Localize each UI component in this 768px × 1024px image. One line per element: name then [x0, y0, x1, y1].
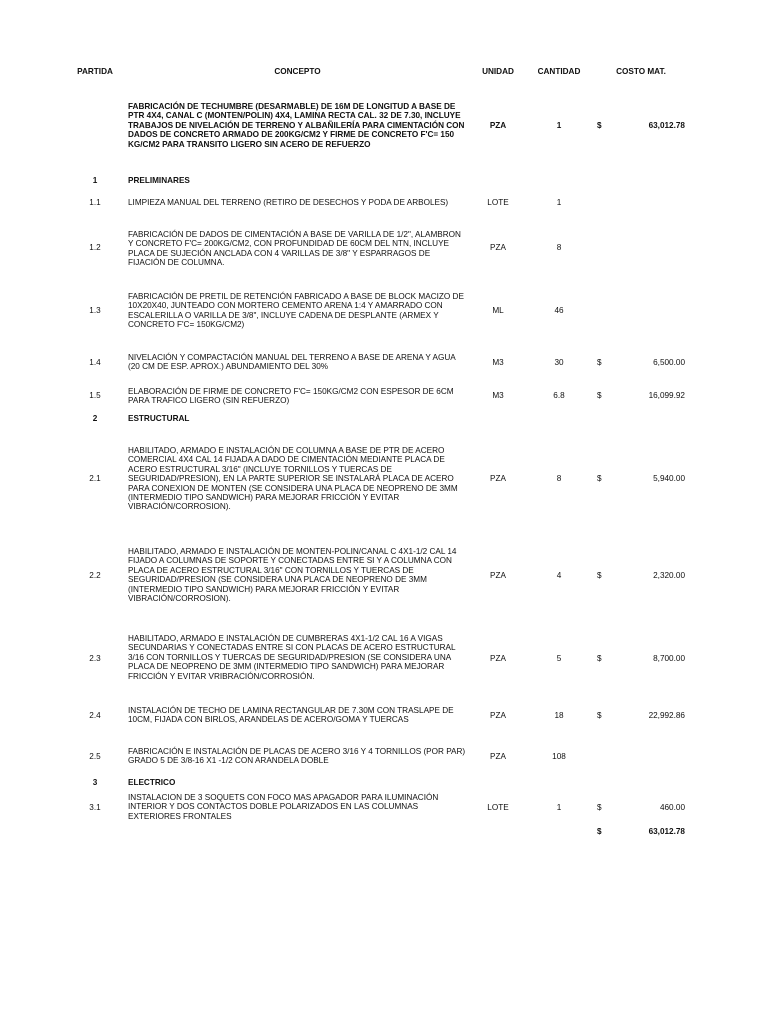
row-partida: 1.1: [89, 198, 101, 207]
header-unidad: UNIDAD: [482, 67, 514, 76]
total-costo: 63,012.78: [648, 827, 685, 836]
row-costo: 5,940.00: [653, 474, 685, 483]
header-cantidad: CANTIDAD: [537, 67, 581, 76]
row-costo: 6,500.00: [653, 358, 685, 367]
row-partida: 1.2: [89, 243, 101, 252]
row-concepto: PRELIMINARES: [128, 176, 190, 185]
row-costo: 2,320.00: [653, 571, 685, 580]
row-partida: 2.1: [89, 474, 101, 483]
row-unidad: M3: [492, 391, 504, 400]
row-partida: 3.1: [89, 803, 101, 812]
row-concepto: FABRICACIÓN DE PRETIL DE RETENCIÓN FABRICADO A BASE DE BLOCK MACIZO DE 10X20X40, JUNTEADO CON MORTERO CEMENTO ARENA 1:4 Y AMARRADO CON ESCALERILLA O VARILLA DE 3/8", INCLUYE CADENA DE DESPLANTE (ARMEX Y CONCRETO F'C= 150KG/CM2): [128, 292, 464, 330]
row-currency: $: [597, 711, 602, 720]
row-unidad: PZA: [490, 711, 506, 720]
row-cantidad: 108: [552, 752, 566, 761]
row-currency: $: [597, 391, 602, 400]
row-partida: 1.5: [89, 391, 101, 400]
row-concepto: FABRICACIÓN DE TECHUMBRE (DESARMABLE) DE 16M DE LONGITUD A BASE DE PTR 4X4, CANAL C (MONTEN/POLIN) 4X4, LAMINA RECTA CAL. 32 DE 7.30, INCLUYE TRABAJOS DE NIVELACIÓN DE TERRENO Y ALBAÑILERÍA PARA CIMENTACIÓN CON DADOS DE CONCRETO ARMADO DE 200KG/CM2 Y FIRME DE CONCRETO F'C= 150 KG/CM2 PARA TRANSITO LIGERO SIN ACERO DE REFUERZO: [128, 102, 465, 149]
row-cantidad: 1: [556, 121, 562, 130]
row-concepto: FABRICACIÓN E INSTALACIÓN DE PLACAS DE ACERO 3/16 Y 4 TORNILLOS (POR PAR) GRADO 5 DE 3/8-16 X1 -1/2 CON ARANDELA DOBLE: [128, 747, 466, 766]
row-concepto: HABILITADO, ARMADO E INSTALACIÓN DE MONTEN-POLIN/CANAL C 4X1-1/2 CAL 14 FIJADO A COLUMNAS DE SOPORTE Y CONECTADAS ENTRE SI Y A COLUMNA CON PLACA DE ACERO ESTRUCTURAL 3/16" CON TORNILLOS Y TUERCAS DE SEGURIDAD/PRESION (SE CONSIDERA UNA PLACA DE NEOPRENO DE 3MM (INTERMEDIO TIPO SANDWICH) PARA MEJORAR FRICCIÓN Y EVITAR VIBRACIÓN/CORROSION).: [128, 547, 457, 604]
total-currency: $: [597, 827, 602, 836]
row-cantidad: 1: [556, 803, 562, 812]
header-partida: PARTIDA: [77, 67, 113, 76]
row-partida: 2: [92, 414, 98, 423]
row-partida: 3: [92, 778, 98, 787]
row-costo: 460.00: [659, 803, 685, 812]
row-partida: 1: [92, 176, 98, 185]
row-unidad: PZA: [490, 752, 506, 761]
row-unidad: ML: [492, 306, 504, 315]
row-partida: 2.2: [89, 571, 101, 580]
row-concepto: HABILITADO, ARMADO E INSTALACIÓN DE CUMBRERAS 4X1-1/2 CAL 16 A VIGAS SECUNDARIAS Y CONECTADAS ENTRE SI CON PLACAS DE ACERO ESTRUCTURAL 3/16 CON TORNILLOS Y TUERCAS DE SEGURIDAD/PRESION (SE CONSIDERA UNA PLACA DE NEOPRENO DE 3MM (INTERMEDIO TIPO SANDWICH) PARA MEJORAR FRICCIÓN Y EVITAR VRIBRACIÓN/CORROSIÓN.: [128, 634, 456, 681]
row-cantidad: 6.8: [553, 391, 565, 400]
row-costo: 16,099.92: [648, 391, 685, 400]
row-currency: $: [597, 358, 602, 367]
row-costo: 22,992.86: [648, 711, 685, 720]
row-currency: $: [597, 654, 602, 663]
row-unidad: PZA: [490, 654, 506, 663]
row-concepto: LIMPIEZA MANUAL DEL TERRENO (RETIRO DE DESECHOS Y PODA DE ARBOLES): [128, 198, 449, 207]
row-currency: $: [597, 571, 602, 580]
row-costo: 8,700.00: [653, 654, 685, 663]
row-partida: 2.5: [89, 752, 101, 761]
row-cantidad: 18: [554, 711, 564, 720]
row-unidad: M3: [492, 358, 504, 367]
row-partida: 2.3: [89, 654, 101, 663]
row-currency: $: [597, 803, 602, 812]
row-partida: 1.4: [89, 358, 101, 367]
row-cantidad: 1: [556, 198, 562, 207]
header-concepto: CONCEPTO: [274, 67, 321, 76]
row-partida: 2.4: [89, 711, 101, 720]
row-cantidad: 5: [556, 654, 562, 663]
row-unidad: PZA: [489, 121, 507, 130]
row-cantidad: 46: [554, 306, 564, 315]
row-partida: 1.3: [89, 306, 101, 315]
row-unidad: LOTE: [487, 198, 509, 207]
row-unidad: PZA: [490, 571, 506, 580]
row-concepto: FABRICACIÓN DE DADOS DE CIMENTACIÓN A BASE DE VARILLA DE 1/2", ALAMBRON Y CONCRETO F'C= 200KG/CM2, CON PROFUNDIDAD DE 60CM DEL NTN, INCLUYE PLACA DE SUJECIÓN ANCLADA CON 4 VARILLAS DE 3/8" Y ESPARRAGOS DE FIJACIÓN DE COLUMNA.: [128, 230, 461, 268]
row-concepto: NIVELACIÓN Y COMPACTACIÓN MANUAL DEL TERRENO A BASE DE ARENA Y AGUA (20 CM DE ESP. APROX.) ABUNDAMIENTO DEL 30%: [128, 353, 456, 372]
row-costo: 63,012.78: [648, 121, 685, 130]
row-cantidad: 8: [556, 243, 562, 252]
row-unidad: LOTE: [487, 803, 509, 812]
row-concepto: HABILITADO, ARMADO E INSTALACIÓN DE COLUMNA A BASE DE PTR DE ACERO COMERCIAL 4X4 CAL 14 FIJADA A DADO DE CIMENTACIÓN MEDIANTE PLACA DE ACERO ESTRUCTURAL 3/16" (INCLUYE TORNILLOS Y TUERCAS DE SEGURIDAD/PRESION), EN LA PARTE SUPERIOR SE INSTALARÁ PLACA DE ACERO PARA CONEXION DE MONTEN (SE CONSIDERA UNA PLACA DE NEOPRENO DE 3MM (INTERMEDIO TIPO SANDWICH) PARA MEJORAR FRICCIÓN Y EVITAR VIBRACIÓN/CORROSION).: [128, 446, 458, 512]
row-cantidad: 8: [556, 474, 562, 483]
row-cantidad: 30: [554, 358, 564, 367]
row-unidad: PZA: [490, 474, 506, 483]
row-currency: $: [597, 121, 602, 130]
row-concepto: ESTRUCTURAL: [128, 414, 190, 423]
row-unidad: PZA: [490, 243, 506, 252]
row-concepto: ELABORACIÓN DE FIRME DE CONCRETO F'C= 150KG/CM2 CON ESPESOR DE 6CM PARA TRAFICO LIGERO (SIN REFUERZO): [128, 387, 454, 406]
header-costo: COSTO MAT.: [616, 67, 666, 76]
row-concepto: ELECTRICO: [128, 778, 176, 787]
row-cantidad: 4: [556, 571, 562, 580]
row-currency: $: [597, 474, 602, 483]
row-concepto: INSTALACIÓN DE TECHO DE LAMINA RECTANGULAR DE 7.30M CON TRASLAPE DE 10CM, FIJADA CON BIRLOS, ARANDELAS DE ACERO/GOMA Y TUERCAS: [128, 706, 454, 725]
row-concepto: INSTALACION DE 3 SOQUETS CON FOCO MAS APAGADOR PARA ILUMINACIÓN INTERIOR Y DOS CONTACTOS DOBLE POLARIZADOS EN LAS COLUMNAS EXTERIORES FRONTALES: [128, 793, 439, 821]
